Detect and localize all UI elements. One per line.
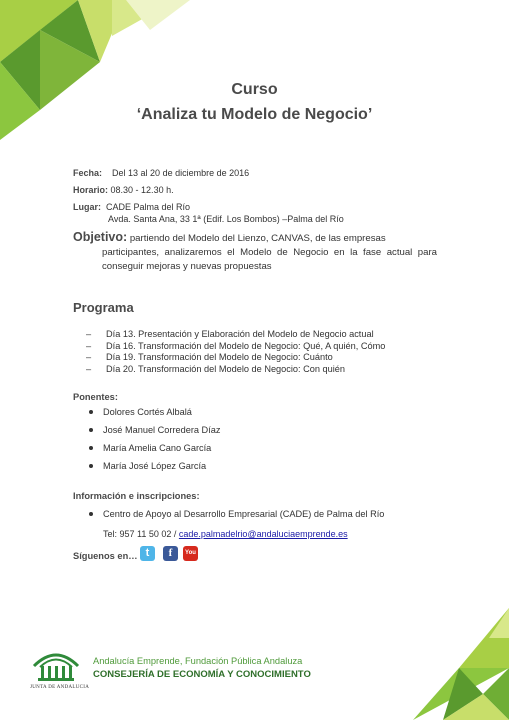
programa-list [86,329,385,375]
fecha-row [73,168,249,178]
list-item: María Amelia Cano García [88,443,220,461]
dash-marker: – [86,352,92,362]
list-item: José Manuel Corredera Díaz [88,425,220,443]
list-item: – Día 13. Presentación y Elaboración del Modelo de Negocio actual [86,329,374,339]
lugar-line2: Avda. Santa Ana, 33 1ª (Edif. Los Bombos) –Palma del Río [108,214,344,224]
horario-value: 08.30 - 12.30 h. [110,185,174,195]
twitter-icon[interactable]: t [140,546,155,561]
list-item: María José López García [88,461,220,479]
course-label: Curso [231,81,278,98]
footer-consejeria: CONSEJERÍA DE ECONOMÍA Y CONOCIMIENTO [93,669,311,680]
email-link[interactable]: cade.palmadelrio@andaluciaemprende.es [178,529,348,539]
logo-label: JUNTA DE ANDALUCIA [30,685,90,690]
dash-marker: – [86,329,92,339]
list-item: Centro de Apoyo al Desarrollo Empresarial (CADE) de Palma del Río [88,509,384,527]
lugar-row [73,202,190,212]
bullet-icon [89,428,93,432]
dash-marker: – [86,340,92,351]
lugar-label: Lugar: [73,202,101,212]
horario-label: Horario: [73,185,109,195]
social-label: Síguenos en… [73,551,138,561]
facebook-icon[interactable]: f [163,546,178,561]
objetivo-continuation: participantes, analizaremos el Modelo de Negocio en la fase actual para conseguir mejoras y nuevas propuestas [102,247,437,272]
objetivo-block [73,230,437,274]
inscripciones-list [88,509,384,527]
programa-heading: Programa [73,300,134,315]
contact-row [103,529,348,539]
list-item: – Día 16. Transformación del Modelo de Negocio: Qué, A quién, Cómo [86,340,386,351]
list-item: – Día 20. Transformación del Modelo de Negocio: Con quién [86,363,346,374]
fecha-value: Del 13 al 20 de diciembre de 2016 [112,168,250,178]
objetivo-label: Objetivo: [73,230,128,244]
list-item: Dolores Cortés Albalá [88,407,220,425]
bullet-icon [89,464,93,468]
fecha-label: Fecha: [73,168,103,178]
ponentes-list [88,407,220,479]
course-title: ‘Analiza tu Modelo de Negocio’ [136,106,373,123]
inscripciones-heading: Información e inscripciones: [73,491,200,501]
ponentes-heading: Ponentes: [73,392,118,402]
phone-number: Tel: 957 11 50 02 / [103,529,179,539]
objetivo-first-line: partiendo del Modelo del Lienzo, CANVAS, de las empresas [129,233,386,244]
junta-andalucia-logo [30,642,82,684]
footer-foundation: Andalucía Emprende, Fundación Pública Andaluza [93,656,303,666]
youtube-icon[interactable]: You [183,546,198,561]
bullet-icon [89,446,93,450]
bullet-icon [89,410,93,414]
dash-marker: – [86,363,92,374]
decorative-triangles-bottom-right [413,608,509,720]
list-item: – Día 19. Transformación del Modelo de Negocio: Cuánto [86,352,333,362]
bullet-icon [89,512,93,516]
horario-row [73,185,174,195]
lugar-line1: CADE Palma del Río [106,202,191,212]
